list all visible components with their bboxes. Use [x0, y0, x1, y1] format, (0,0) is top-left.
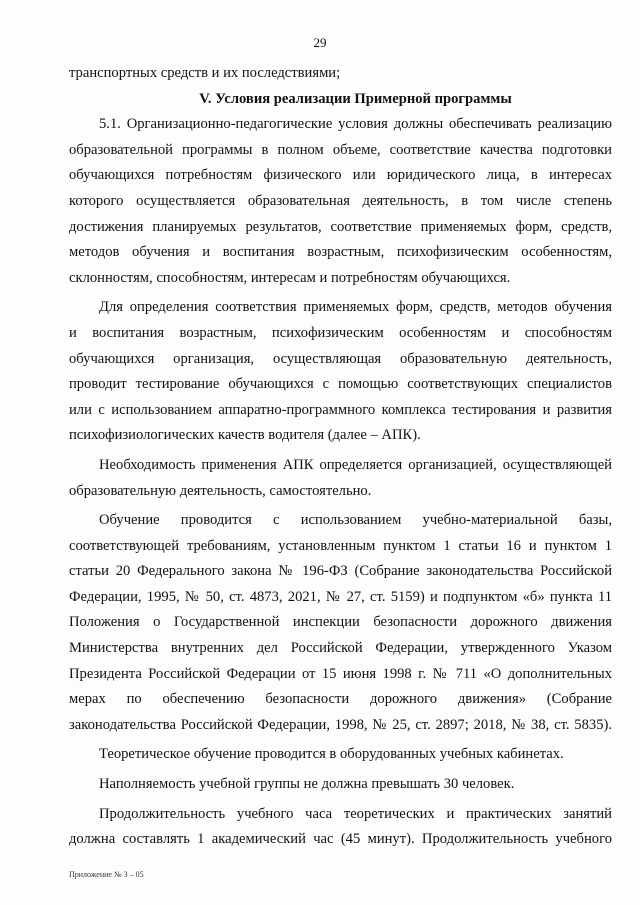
text-line: достижения планируемых результатов, соответствие применяемых форм, средств, — [69, 218, 612, 235]
text-line: образовательной программы в полном объеме, соответствие качества подготовки — [69, 141, 612, 158]
paragraph-first-line: Продолжительность учебного часа теоретических и практических занятий — [99, 805, 612, 822]
paragraph-first-line: Наполняемость учебной группы не должна превышать 30 человек. — [99, 776, 515, 793]
text-line: соответствующей требованиям, установленным пунктом 1 статьи 16 и пунктом 1 — [69, 537, 612, 554]
document-body — [69, 61, 612, 853]
text-line: мерах по обеспечению безопасности дорожного движения» (Собрание — [69, 691, 612, 708]
paragraph-first-line: Теоретическое обучение проводится в оборудованных учебных кабинетах. — [99, 746, 564, 763]
page-footer: Приложение № 3 – 05 — [69, 870, 144, 879]
text-line: транспортных средств и их последствиями; — [69, 65, 341, 81]
text-line: или с использованием аппаратно-программного комплекса тестирования и развития — [69, 401, 612, 418]
text-line: психофизиологических качеств водителя (далее – АПК). — [69, 427, 421, 444]
text-line: должна составлять 1 академический час (45 минут). Продолжительность учебного — [69, 831, 612, 848]
text-line: обучающихся потребностям физического или юридического лица, в интересах — [69, 167, 612, 184]
text-line: которого осуществляется образовательная деятельность, в том числе степень — [69, 192, 612, 209]
text-line: образовательную деятельность, самостоятельно. — [69, 482, 372, 499]
paragraph-first-line: Необходимость применения АПК определяется организацией, осуществляющей — [99, 456, 612, 473]
text-line: Президента Российской Федерации от 15 июня 1998 г. № 711 «О дополнительных — [69, 665, 612, 682]
section-heading: V. Условия реализации Примерной программы — [199, 90, 512, 107]
text-line: методов обучения и воспитания возрастным, психофизическим особенностям, — [69, 244, 612, 261]
paragraph-first-line: 5.1. Организационно-педагогические условия должны обеспечивать реализацию — [99, 116, 612, 133]
text-line: проводит тестирование обучающихся с помощью соответствующих специалистов — [69, 376, 612, 393]
paragraph-first-line: Обучение проводится с использованием учебно-материальной базы, — [99, 512, 612, 529]
text-line: Федерации, 1995, № 50, ст. 4873, 2021, № 27, ст. 5159) и подпунктом «б» пункта 11 — [69, 588, 612, 605]
paragraph-first-line: Для определения соответствия применяемых форм, средств, методов обучения — [99, 299, 612, 316]
text-line: склонностям, способностям, интересам и потребностям обучающихся. — [69, 269, 511, 286]
text-line: Положения о Государственной инспекции безопасности дорожного движения — [69, 614, 612, 631]
text-line: Министерства внутренних дел Российской Федерации, утвержденного Указом — [69, 640, 612, 657]
text-line: законодательства Российской Федерации, 1998, № 25, ст. 2897; 2018, № 38, ст. 5835). — [69, 716, 612, 733]
text-line: обучающихся организация, осуществляющая образовательную деятельность, — [69, 350, 612, 367]
text-line: статьи 20 Федерального закона № 196-ФЗ (Собрание законодательства Российской — [69, 563, 612, 580]
text-line: и воспитания возрастным, психофизическим особенностям и способностям — [69, 324, 612, 341]
page-number: 29 — [313, 35, 327, 50]
